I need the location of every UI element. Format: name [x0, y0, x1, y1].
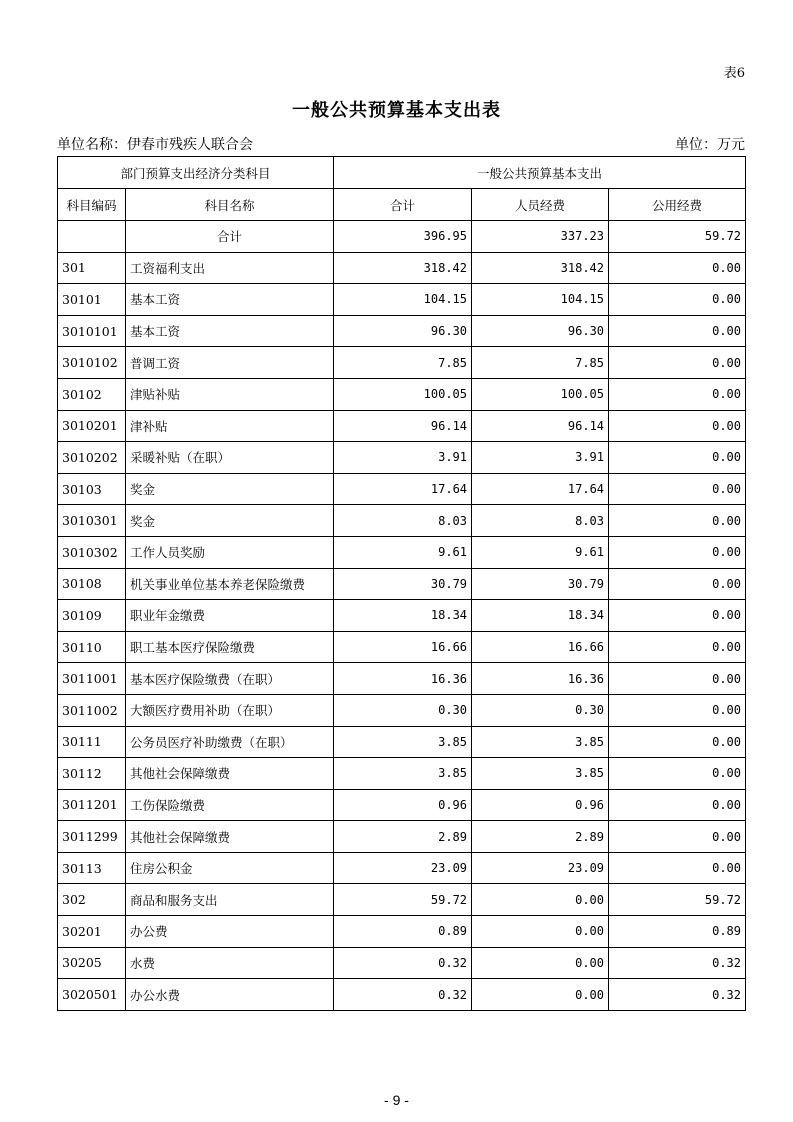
row-total: 7.85: [334, 347, 472, 379]
table-row: [58, 884, 746, 916]
row-code: 301: [58, 252, 126, 284]
row-name: 其他社会保障缴费: [126, 758, 334, 790]
table-row: [58, 252, 746, 284]
row-personnel: 0.00: [472, 947, 609, 979]
col-code-header: 科目编码: [58, 189, 126, 221]
row-name: 基本工资: [126, 315, 334, 347]
row-personnel: 9.61: [472, 536, 609, 568]
unit-label: 单位：万元: [675, 137, 745, 153]
row-total: 0.96: [334, 789, 472, 821]
row-code: 3010201: [58, 410, 126, 442]
row-total: 100.05: [334, 378, 472, 410]
table-row: [58, 916, 746, 948]
row-public: 0.00: [609, 631, 746, 663]
row-public: 0.00: [609, 694, 746, 726]
table-row: [58, 442, 746, 474]
row-code: 30109: [58, 600, 126, 632]
row-personnel: 3.91: [472, 442, 609, 474]
row-total: 18.34: [334, 600, 472, 632]
row-name: 住房公积金: [126, 852, 334, 884]
row-public: 0.00: [609, 852, 746, 884]
row-total: 8.03: [334, 505, 472, 537]
table-row: [58, 505, 746, 537]
row-name: 奖金: [126, 505, 334, 537]
table-row: [58, 726, 746, 758]
row-personnel: 0.30: [472, 694, 609, 726]
row-public: 0.00: [609, 442, 746, 474]
col-total-header: 合计: [334, 189, 472, 221]
row-total: 0.30: [334, 694, 472, 726]
row-total: 30.79: [334, 568, 472, 600]
row-public: 0.00: [609, 284, 746, 316]
row-public: 0.00: [609, 505, 746, 537]
row-code: 30101: [58, 284, 126, 316]
row-public: 0.00: [609, 758, 746, 790]
table-row: [58, 410, 746, 442]
table-row: [58, 536, 746, 568]
row-name: 津贴补贴: [126, 378, 334, 410]
row-personnel: 23.09: [472, 852, 609, 884]
row-code: 3011299: [58, 821, 126, 853]
row-personnel: 18.34: [472, 600, 609, 632]
row-code: 30201: [58, 916, 126, 948]
row-personnel: 318.42: [472, 252, 609, 284]
row-public: 0.00: [609, 252, 746, 284]
table-row: [58, 789, 746, 821]
row-name: 基本医疗保险缴费（在职）: [126, 663, 334, 695]
row-code: 30110: [58, 631, 126, 663]
row-name: 职业年金缴费: [126, 600, 334, 632]
row-code: 3010301: [58, 505, 126, 537]
row-personnel: 100.05: [472, 378, 609, 410]
row-name: 水费: [126, 947, 334, 979]
table-row: [58, 378, 746, 410]
row-name: 基本工资: [126, 284, 334, 316]
row-public: 0.00: [609, 663, 746, 695]
row-code: 30113: [58, 852, 126, 884]
row-name: 工伤保险缴费: [126, 789, 334, 821]
table-row: [58, 947, 746, 979]
row-personnel: 16.36: [472, 663, 609, 695]
group-header-row: [58, 157, 746, 189]
row-name: 公务员医疗补助缴费（在职）: [126, 726, 334, 758]
row-public: 0.32: [609, 947, 746, 979]
table-row: [58, 315, 746, 347]
row-public: 0.00: [609, 568, 746, 600]
row-public: 0.00: [609, 536, 746, 568]
row-code: 3010102: [58, 347, 126, 379]
table-row: [58, 600, 746, 632]
page-number: - 9 -: [384, 1092, 409, 1108]
col-public-header: 公用经费: [609, 189, 746, 221]
row-public: 0.00: [609, 315, 746, 347]
row-total: 104.15: [334, 284, 472, 316]
table-row: [58, 758, 746, 790]
row-total: 59.72: [334, 884, 472, 916]
table-row: [58, 473, 746, 505]
row-personnel: 0.96: [472, 789, 609, 821]
row-code: 3011001: [58, 663, 126, 695]
row-public: 0.00: [609, 410, 746, 442]
row-code: 3011201: [58, 789, 126, 821]
row-name: 机关事业单位基本养老保险缴费: [126, 568, 334, 600]
unit-name: 单位名称：伊春市残疾人联合会: [57, 137, 253, 153]
row-personnel: 2.89: [472, 821, 609, 853]
col-personnel-header: 人员经费: [472, 189, 609, 221]
row-name: 普调工资: [126, 347, 334, 379]
row-public: 0.89: [609, 916, 746, 948]
row-total: 318.42: [334, 252, 472, 284]
row-name: 工作人员奖励: [126, 536, 334, 568]
row-public: 0.00: [609, 473, 746, 505]
row-name: 大额医疗费用补助（在职）: [126, 694, 334, 726]
row-personnel: 96.14: [472, 410, 609, 442]
row-personnel: 16.66: [472, 631, 609, 663]
row-name: 工资福利支出: [126, 252, 334, 284]
row-code: 3010202: [58, 442, 126, 474]
row-code: 3010302: [58, 536, 126, 568]
row-code: 30112: [58, 758, 126, 790]
row-total: 9.61: [334, 536, 472, 568]
row-name: 其他社会保障缴费: [126, 821, 334, 853]
row-total: 0.32: [334, 947, 472, 979]
row-total: 3.91: [334, 442, 472, 474]
table-row: [58, 347, 746, 379]
row-code: 302: [58, 884, 126, 916]
row-total: 16.36: [334, 663, 472, 695]
total-label: 合计: [126, 221, 334, 253]
page-title: 一般公共预算基本支出表: [292, 100, 501, 121]
table-row: [58, 979, 746, 1011]
row-personnel: 30.79: [472, 568, 609, 600]
row-personnel: 3.85: [472, 758, 609, 790]
row-personnel: 8.03: [472, 505, 609, 537]
row-personnel: 0.00: [472, 979, 609, 1011]
total-total: 396.95: [334, 221, 472, 253]
row-public: 0.32: [609, 979, 746, 1011]
row-public: 0.00: [609, 726, 746, 758]
total-code-cell: [58, 221, 126, 253]
row-code: 3020501: [58, 979, 126, 1011]
row-personnel: 17.64: [472, 473, 609, 505]
total-personnel: 337.23: [472, 221, 609, 253]
row-personnel: 96.30: [472, 315, 609, 347]
row-personnel: 104.15: [472, 284, 609, 316]
table-row: [58, 663, 746, 695]
row-code: 3010101: [58, 315, 126, 347]
row-total: 23.09: [334, 852, 472, 884]
table-row: [58, 284, 746, 316]
row-total: 3.85: [334, 726, 472, 758]
row-total: 3.85: [334, 758, 472, 790]
row-personnel: 3.85: [472, 726, 609, 758]
row-personnel: 7.85: [472, 347, 609, 379]
row-public: 0.00: [609, 600, 746, 632]
table-row: [58, 821, 746, 853]
row-public: 0.00: [609, 821, 746, 853]
row-name: 职工基本医疗保险缴费: [126, 631, 334, 663]
row-code: 30108: [58, 568, 126, 600]
row-name: 办公水费: [126, 979, 334, 1011]
row-code: 30102: [58, 378, 126, 410]
row-code: 30205: [58, 947, 126, 979]
row-public: 59.72: [609, 884, 746, 916]
row-public: 0.00: [609, 347, 746, 379]
column-header-row: [58, 189, 746, 221]
row-public: 0.00: [609, 378, 746, 410]
row-total: 96.30: [334, 315, 472, 347]
row-total: 16.66: [334, 631, 472, 663]
row-total: 96.14: [334, 410, 472, 442]
row-name: 津补贴: [126, 410, 334, 442]
row-personnel: 0.00: [472, 916, 609, 948]
row-personnel: 0.00: [472, 884, 609, 916]
row-public: 0.00: [609, 789, 746, 821]
row-code: 3011002: [58, 694, 126, 726]
row-name: 奖金: [126, 473, 334, 505]
total-row: [58, 221, 746, 253]
row-name: 办公费: [126, 916, 334, 948]
row-total: 17.64: [334, 473, 472, 505]
row-code: 30103: [58, 473, 126, 505]
col-name-header: 科目名称: [126, 189, 334, 221]
table-row: [58, 852, 746, 884]
table-row: [58, 568, 746, 600]
table-row: [58, 631, 746, 663]
row-name: 采暖补贴（在职）: [126, 442, 334, 474]
row-name: 商品和服务支出: [126, 884, 334, 916]
budget-table: [57, 156, 746, 1011]
table-tag: 表6: [723, 66, 745, 81]
total-public: 59.72: [609, 221, 746, 253]
row-total: 0.32: [334, 979, 472, 1011]
group-header-right: 一般公共预算基本支出: [334, 157, 746, 189]
row-total: 2.89: [334, 821, 472, 853]
row-code: 30111: [58, 726, 126, 758]
table-row: [58, 694, 746, 726]
row-total: 0.89: [334, 916, 472, 948]
group-header-left: 部门预算支出经济分类科目: [58, 157, 334, 189]
